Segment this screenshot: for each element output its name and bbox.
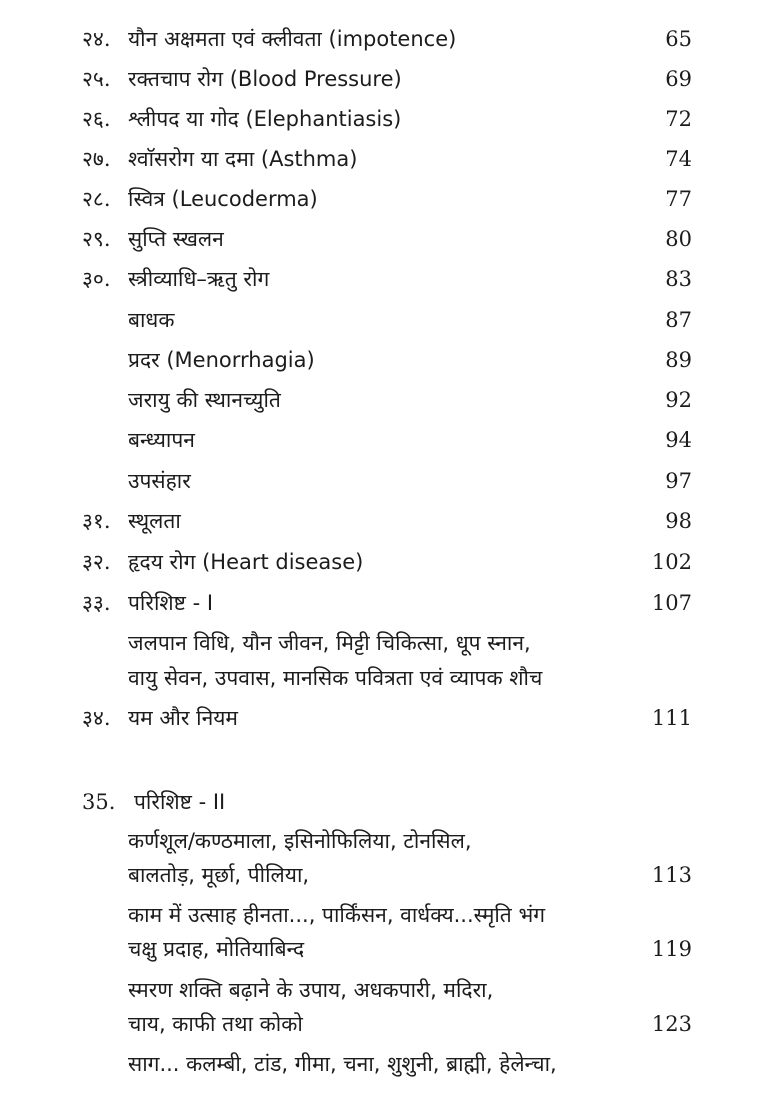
entry-page: 97 <box>665 469 692 493</box>
entry-description: चाय, काफी तथा कोको <box>128 1012 303 1036</box>
entry-title: जरायु की स्थानच्युति <box>128 388 281 412</box>
toc-subentry <box>0 658 780 698</box>
toc-subentry <box>0 623 780 663</box>
entry-description: वायु सेवन, उपवास, मानसिक पवित्रता एवं व्यापक शौच <box>128 666 543 690</box>
toc-entry <box>0 59 780 99</box>
toc-entry <box>0 139 780 179</box>
entry-description: बालतोड़, मूर्छा, पीलिया, <box>128 863 310 887</box>
toc-subentry <box>0 929 780 969</box>
entry-title: बन्ध्यापन <box>128 428 195 452</box>
toc-entry <box>0 19 780 59</box>
entry-number: ३३. <box>82 591 111 615</box>
toc-subentry <box>0 300 780 340</box>
toc-entry <box>0 219 780 259</box>
entry-title: रक्तचाप रोग (Blood Pressure) <box>128 67 402 91</box>
entry-number: २९. <box>82 227 111 251</box>
toc-entry <box>0 583 780 623</box>
entry-number: ३१. <box>82 509 111 533</box>
toc-entry <box>0 542 780 582</box>
entry-page: 89 <box>665 348 692 372</box>
entry-title: बाधक <box>128 308 175 332</box>
entry-page: 123 <box>651 1012 692 1036</box>
entry-page: 92 <box>665 388 692 412</box>
entry-description: स्मरण शक्ति बढ़ाने के उपाय, अधकपारी, मदिरा, <box>128 978 494 1002</box>
entry-number: ३४. <box>82 706 111 730</box>
toc-entry <box>0 259 780 299</box>
entry-title: यम और नियम <box>128 706 238 730</box>
entry-page: 69 <box>665 67 692 91</box>
entry-page: 77 <box>665 187 692 211</box>
entry-page: 94 <box>665 428 692 452</box>
entry-page: 119 <box>651 937 692 961</box>
entry-title: प्रदर (Menorrhagia) <box>128 348 315 372</box>
entry-page: 74 <box>665 147 692 171</box>
entry-page: 80 <box>665 227 692 251</box>
entry-number: २६. <box>82 107 111 131</box>
entry-page: 102 <box>651 550 692 574</box>
toc-subentry <box>0 461 780 501</box>
entry-title: सुप्ति स्खलन <box>128 227 224 251</box>
entry-title: यौन अक्षमता एवं क्लीवता (impotence) <box>128 27 457 51</box>
entry-title: हृदय रोग (Heart disease) <box>128 550 364 574</box>
toc-subentry <box>0 855 780 895</box>
entry-page: 87 <box>665 308 692 332</box>
entry-page: 98 <box>665 509 692 533</box>
toc-entry <box>0 698 780 738</box>
entry-description: काम में उत्साह हीनता..., पार्किंसन, वार्धक्य...स्मृति भंग <box>128 903 546 927</box>
entry-page: 83 <box>665 267 692 291</box>
entry-title: परिशिष्ट - II <box>134 790 226 814</box>
entry-number: 35. <box>82 790 116 814</box>
entry-number: २८. <box>82 187 111 211</box>
entry-page: 65 <box>665 27 692 51</box>
toc-subentry <box>0 340 780 380</box>
entry-number: २७. <box>82 147 111 171</box>
entry-title: उपसंहार <box>128 469 191 493</box>
toc-entry <box>0 782 780 822</box>
entry-number: २४. <box>82 27 111 51</box>
entry-page: 113 <box>651 863 692 887</box>
toc-subentry <box>0 1004 780 1044</box>
entry-number: ३२. <box>82 550 111 574</box>
toc-subentry <box>0 380 780 420</box>
toc-subentry <box>0 420 780 460</box>
entry-number: २५. <box>82 67 111 91</box>
entry-description: चक्षु प्रदाह, मोतियाबिन्द <box>128 937 305 961</box>
entry-title: स्वित्र (Leucoderma) <box>128 187 318 211</box>
toc-subentry <box>0 1044 780 1084</box>
entry-description: साग... कलम्बी, टांड, गीमा, चना, शुशुनी, ब्राह्मी, हेलेन्चा, <box>128 1052 557 1076</box>
entry-description: जलपान विधि, यौन जीवन, मिट्टी चिकित्सा, धूप स्नान, <box>128 631 531 655</box>
entry-description: कर्णशूल/कण्ठमाला, इसिनोफिलिया, टोनसिल, <box>128 829 472 853</box>
entry-page: 111 <box>651 706 692 730</box>
entry-title: श्वाॅसरोग या दमा (Asthma) <box>128 147 358 171</box>
entry-title: स्थूलता <box>128 509 181 533</box>
entry-page: 107 <box>651 591 692 615</box>
entry-title: परिशिष्ट - I <box>128 591 214 615</box>
toc-entry <box>0 99 780 139</box>
entry-page: 72 <box>665 107 692 131</box>
toc-entry <box>0 501 780 541</box>
toc-entry <box>0 179 780 219</box>
entry-number: ३०. <box>82 267 111 291</box>
entry-title: स्त्रीव्याधि–ऋतु रोग <box>128 267 270 291</box>
entry-title: श्लीपद या गोद (Elephantiasis) <box>128 107 402 131</box>
